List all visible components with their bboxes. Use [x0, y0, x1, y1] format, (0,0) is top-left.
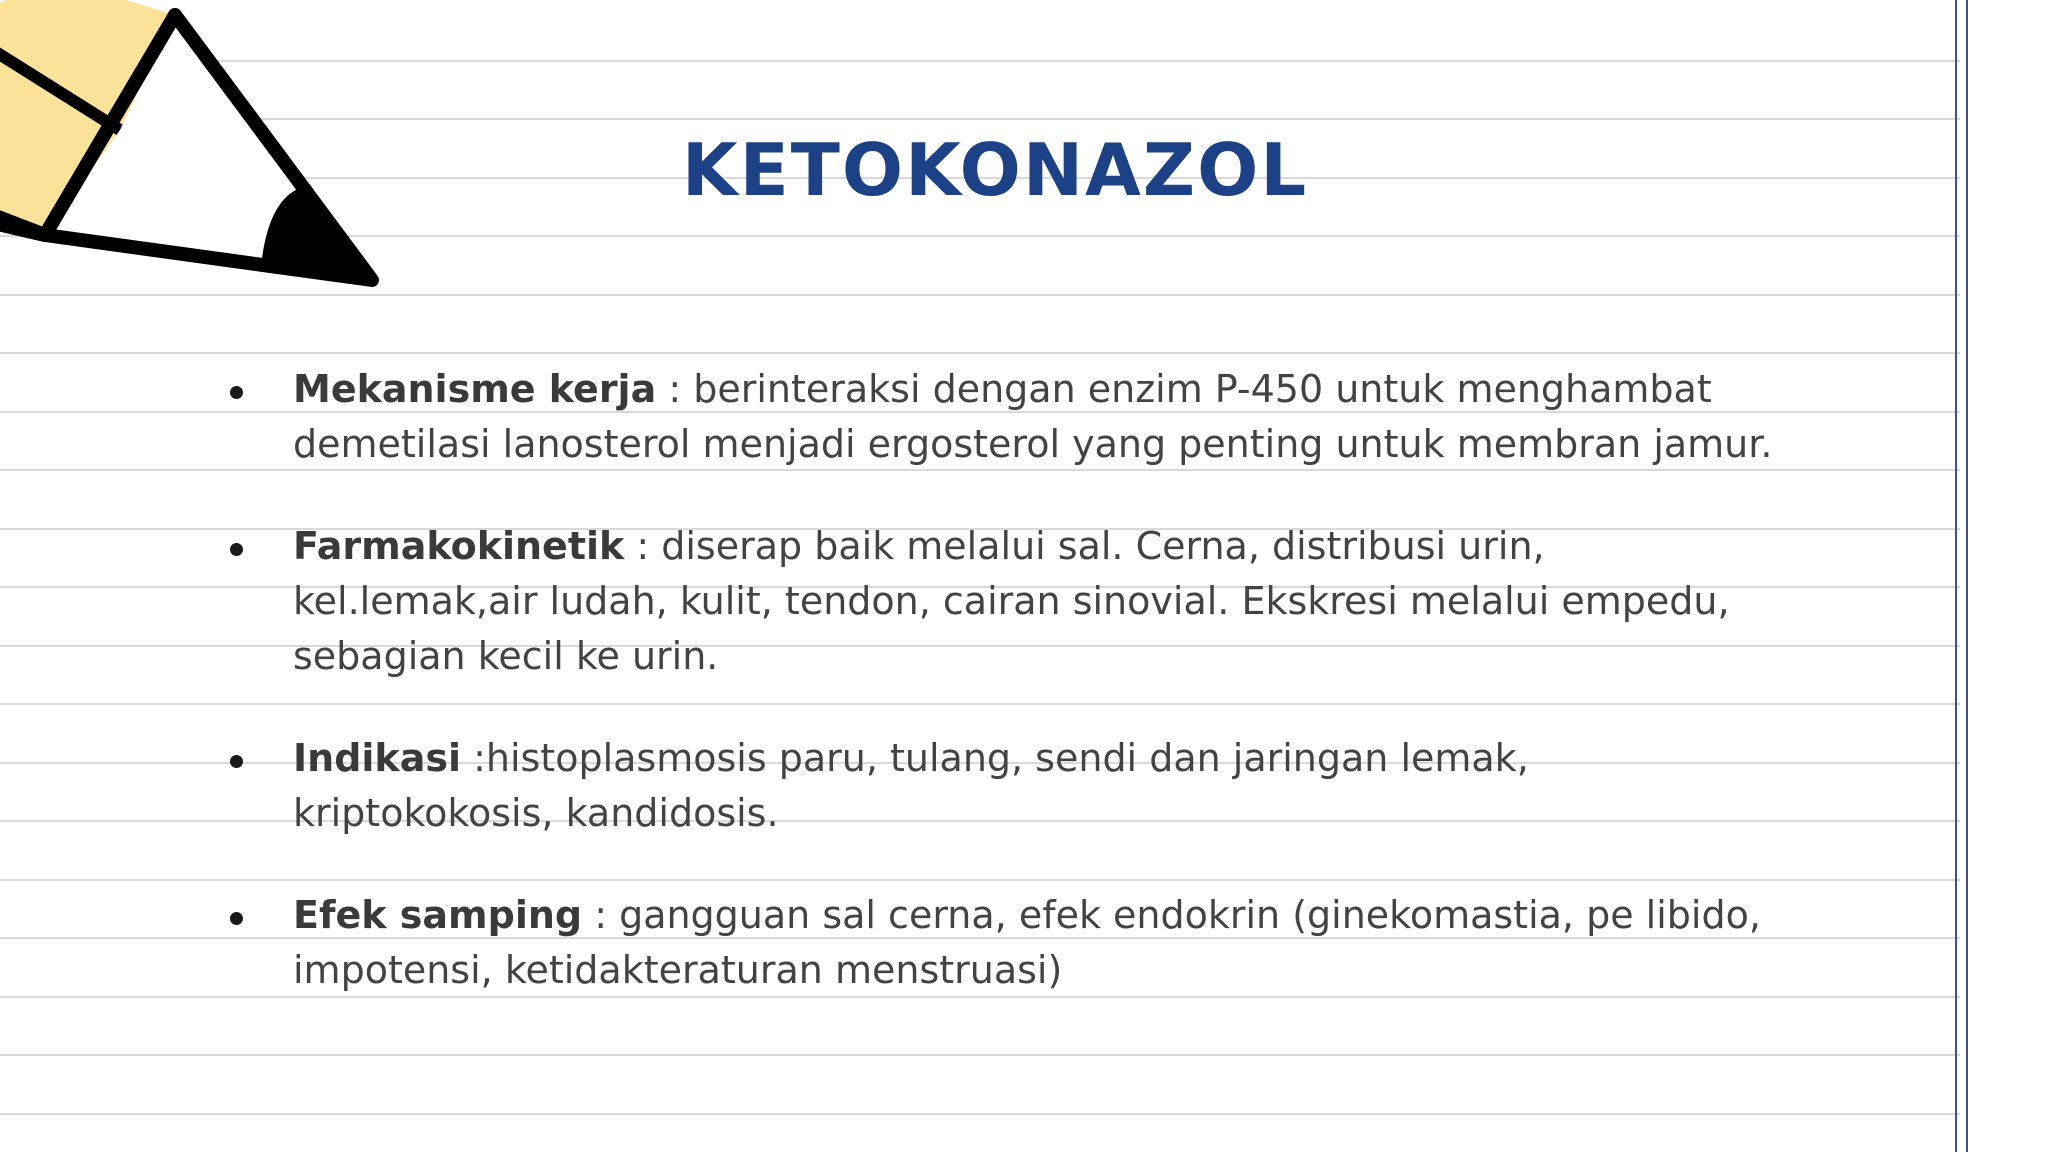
- bullet-label: Mekanisme kerja: [293, 367, 657, 411]
- bullet-dot: [230, 543, 243, 556]
- list-item: [230, 362, 1790, 472]
- bullet-text: : gangguan sal cerna, efek endokrin (ginekomastia, pe libido, impotensi, ketidakteraturan menstruasi): [293, 893, 1761, 992]
- bullet-label: Efek samping: [293, 893, 583, 937]
- bullet-label: Farmakokinetik: [293, 524, 625, 568]
- list-item: [230, 888, 1790, 998]
- ruled-line: [0, 1113, 1960, 1115]
- bullet-list: [230, 362, 1790, 1045]
- ruled-line: [0, 1054, 1960, 1056]
- bullet-label: Indikasi: [293, 736, 461, 780]
- bullet-text: :histoplasmosis paru, tulang, sendi dan jaringan lemak, kriptokokosis, kandidosis.: [293, 736, 1529, 835]
- ruled-line: [0, 352, 1960, 354]
- bullet-dot: [230, 386, 243, 399]
- bullet-text: : diserap baik melalui sal. Cerna, distribusi urin, kel.lemak,air ludah, kulit, tendon, cairan sinovial. Ekskresi melalui empedu, sebagian kecil ke urin.: [293, 524, 1730, 678]
- bullet-text: : berinteraksi dengan enzim P-450 untuk menghambat demetilasi lanosterol menjadi ergosterol yang penting untuk membran jamur.: [293, 367, 1773, 466]
- list-item: [230, 731, 1790, 841]
- bullet-dot: [230, 912, 243, 925]
- list-item: [230, 519, 1790, 684]
- slide-title: KETOKONAZOL: [681, 128, 1309, 212]
- bullet-dot: [230, 755, 243, 768]
